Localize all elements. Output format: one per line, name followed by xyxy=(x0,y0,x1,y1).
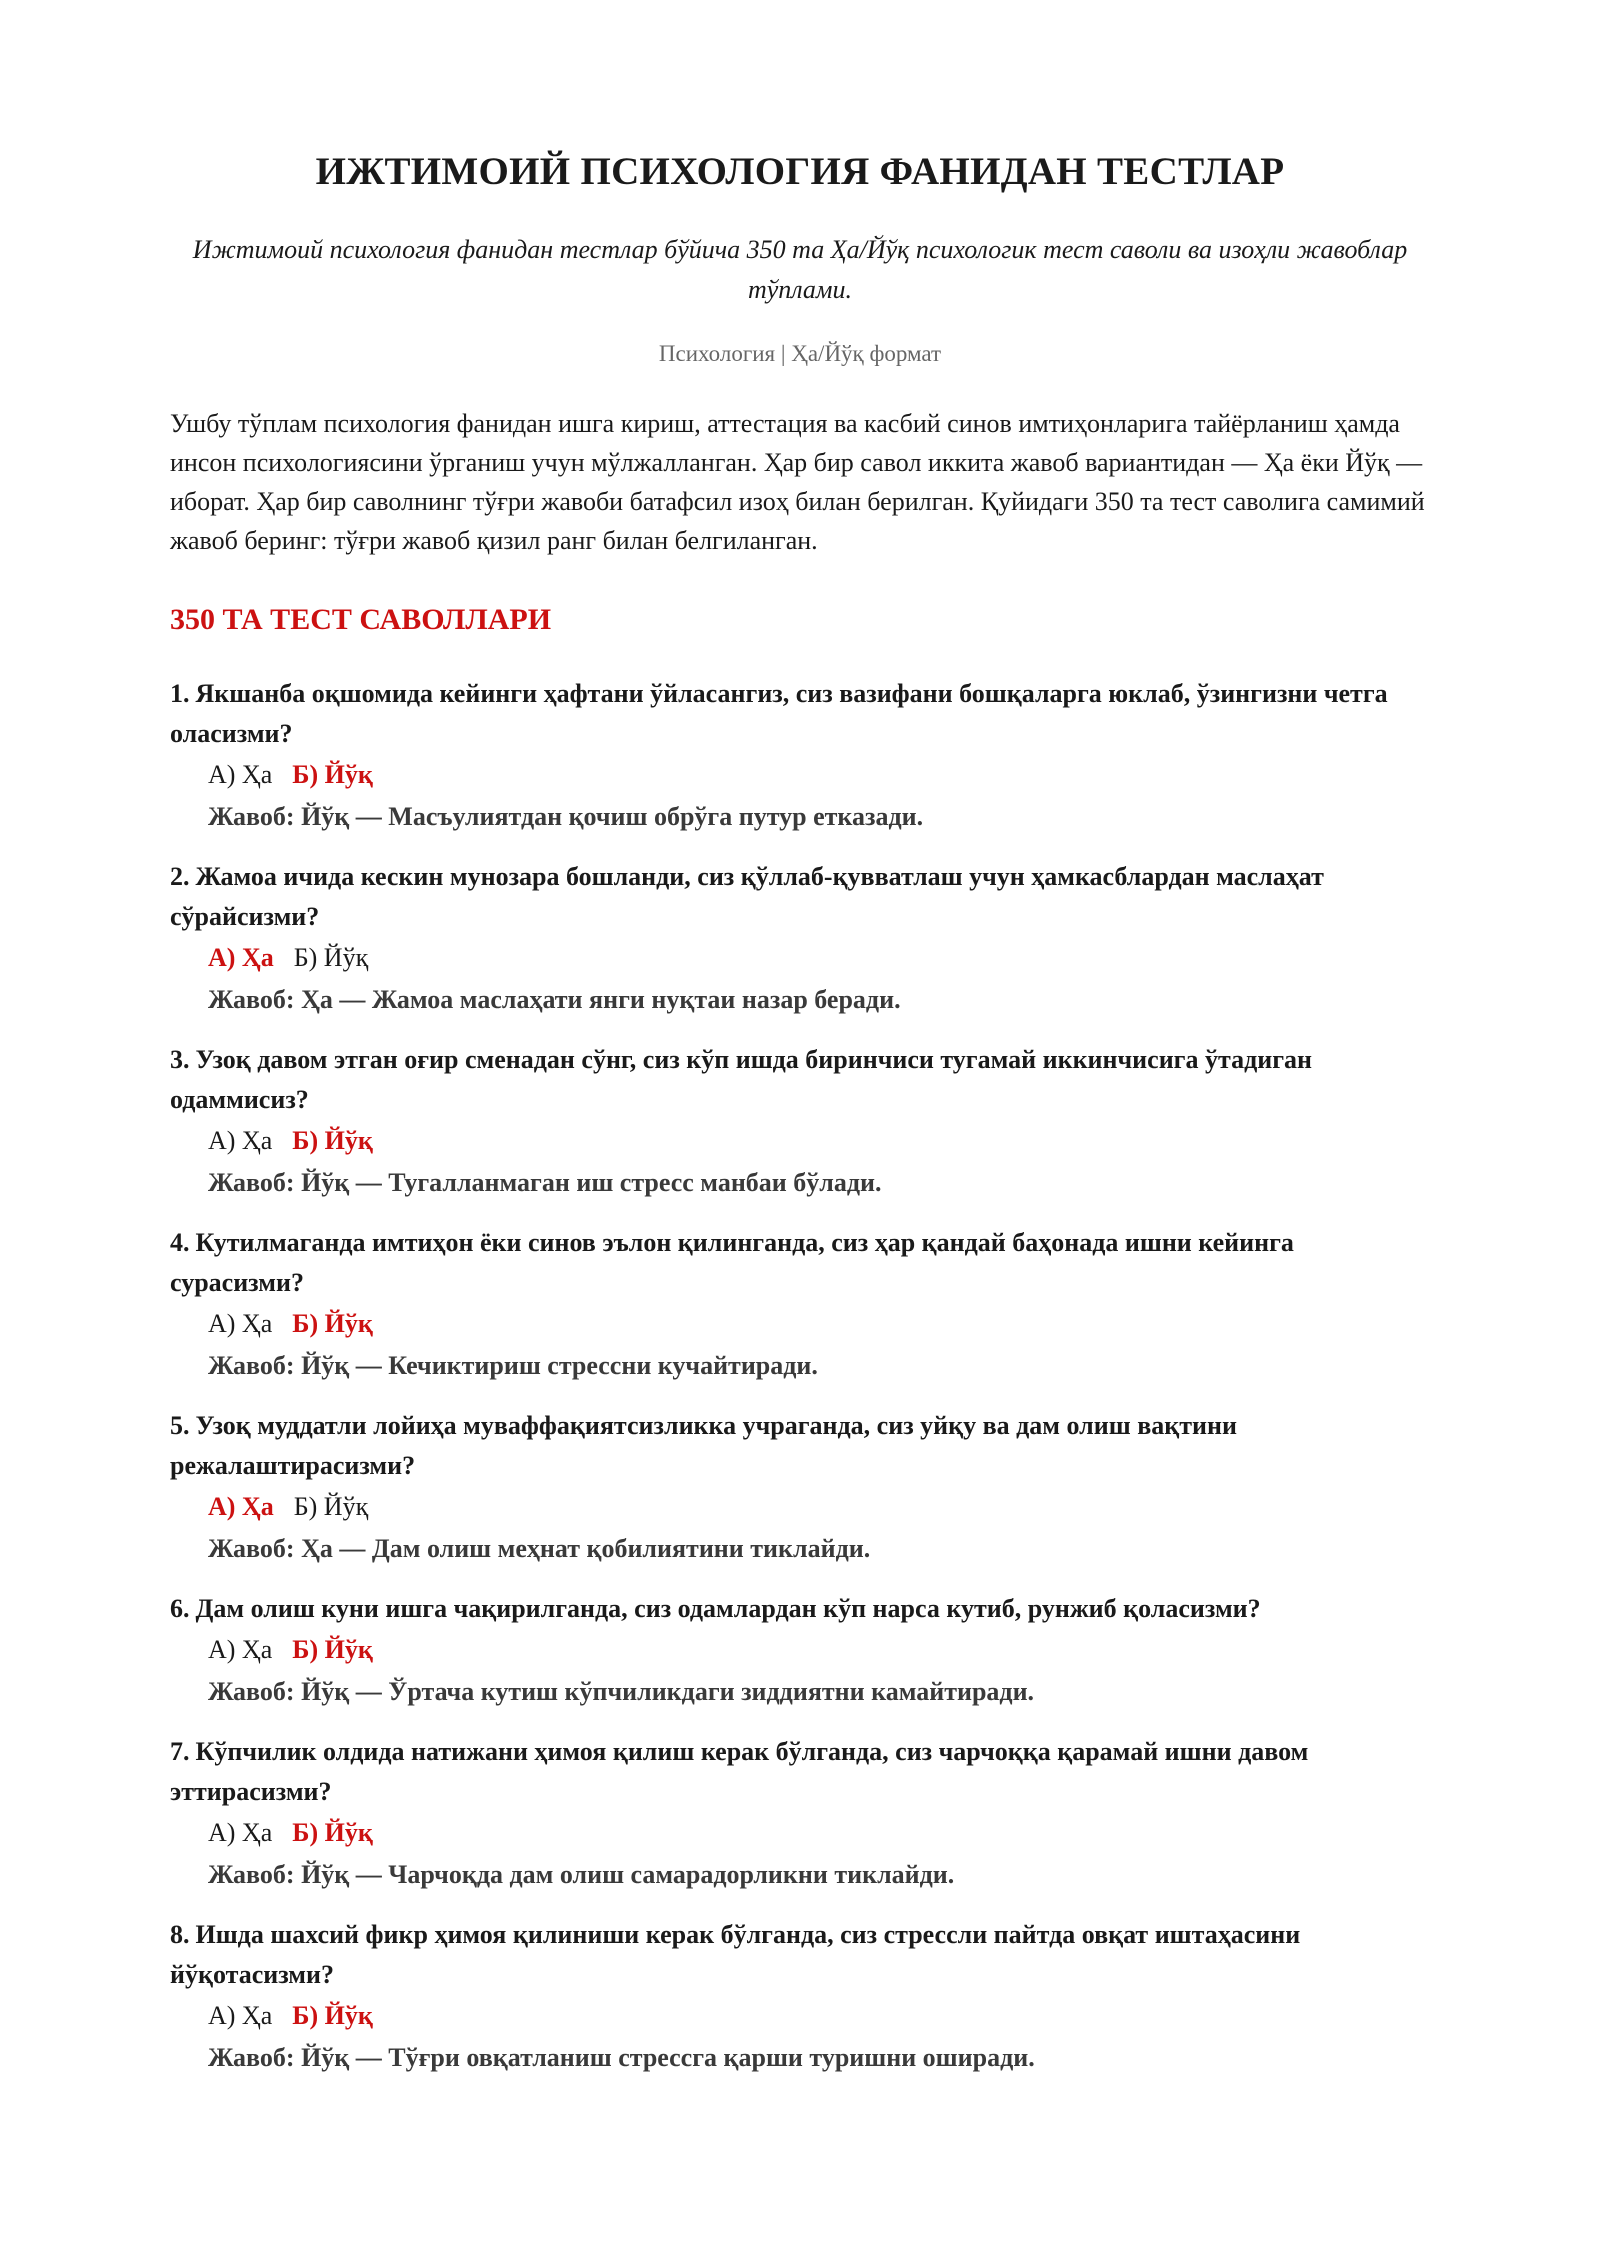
question-text xyxy=(170,1589,1430,1629)
question-options xyxy=(170,1120,1430,1162)
question-options xyxy=(170,1303,1430,1345)
question-options xyxy=(170,1995,1430,2037)
question-number: 3. xyxy=(170,1045,190,1074)
question-options xyxy=(170,937,1430,979)
option-a[interactable]: А) Ҳа xyxy=(208,943,274,972)
answer-explanation: Жавоб: Йўқ — Тўғри овқатланиш стрессга қарши туришни оширади. xyxy=(208,2043,1035,2072)
question-text xyxy=(170,1223,1430,1303)
question-item xyxy=(170,674,1430,838)
question-number: 6. xyxy=(170,1594,190,1623)
option-a[interactable]: А) Ҳа xyxy=(208,1635,273,1664)
answer-explanation: Жавоб: Йўқ — Масъулиятдан қочиш обрўга путур етказади. xyxy=(208,802,924,831)
question-options xyxy=(170,1486,1430,1528)
question-body: Дам олиш куни ишга чақирилганда, сиз одамлардан кўп нарса кутиб, рунжиб қоласизми? xyxy=(195,1594,1261,1623)
answer-explanation: Жавоб: Йўқ — Тугалланмаган иш стресс манбаи бўлади. xyxy=(208,1168,882,1197)
option-a[interactable]: А) Ҳа xyxy=(208,760,273,789)
question-number: 7. xyxy=(170,1737,190,1766)
question-number: 5. xyxy=(170,1411,190,1440)
question-item xyxy=(170,1406,1430,1570)
question-item xyxy=(170,1223,1430,1387)
question-body: Кўпчилик олдида натижани ҳимоя қилиш керак бўлганда, сиз чарчоққа қарамай ишни давом эттирасизми? xyxy=(170,1737,1309,1806)
option-b[interactable]: Б) Йўқ xyxy=(292,1126,373,1155)
question-text xyxy=(170,1040,1430,1120)
question-body: Кутилмаганда имтиҳон ёки синов эълон қилинганда, сиз ҳар қандай баҳонада ишни кейинга сурасизми? xyxy=(170,1228,1294,1297)
option-a[interactable]: А) Ҳа xyxy=(208,1126,273,1155)
answer-explanation: Жавоб: Ҳа — Дам олиш меҳнат қобилиятини тиклайди. xyxy=(208,1534,871,1563)
question-body: Узоқ муддатли лойиҳа муваффақиятсизликка учраганда, сиз уйқу ва дам олиш вақтини режалаштирасизми? xyxy=(170,1411,1237,1480)
question-item xyxy=(170,1589,1430,1713)
answer-explanation: Жавоб: Ҳа — Жамоа маслаҳати янги нуқтаи назар беради. xyxy=(208,985,901,1014)
document-meta: Психология | Ҳа/Йўқ формат xyxy=(658,341,942,366)
option-a[interactable]: А) Ҳа xyxy=(208,2001,273,2030)
question-options xyxy=(170,1812,1430,1854)
question-text xyxy=(170,1915,1430,1995)
question-list xyxy=(170,674,1430,2079)
answer-explanation: Жавоб: Йўқ — Кечиктириш стрессни кучайтиради. xyxy=(208,1351,818,1380)
intro-paragraph: Ушбу тўплам психология фанидан ишга кириш, аттестация ва касбий синов имтиҳонларига тайёрланиш ҳамда инсон психологиясини ўрганиш учун мўлжалланган. Ҳар бир савол иккита жавоб вариантидан — Ҳа ёки Йўқ — иборат. Ҳар бир саволнинг тўғри жавоби батафсил изоҳ билан берилган. Қуйидаги 350 та тест саволига самимий жавоб беринг: тўғри жавоб қизил ранг билан белгиланган. xyxy=(170,409,1425,555)
question-item xyxy=(170,1915,1430,2079)
answer-explanation: Жавоб: Йўқ — Ўртача кутиш кўпчиликдаги зиддиятни камайтиради. xyxy=(208,1677,1035,1706)
option-a[interactable]: А) Ҳа xyxy=(208,1309,273,1338)
answer-explanation: Жавоб: Йўқ — Чарчоқда дам олиш самарадорликни тиклайди. xyxy=(208,1860,955,1889)
question-text xyxy=(170,1732,1430,1812)
question-options xyxy=(170,1629,1430,1671)
option-b[interactable]: Б) Йўқ xyxy=(293,1492,369,1521)
question-item xyxy=(170,1732,1430,1896)
question-body: Ишда шахсий фикр ҳимоя қилиниши керак бўлганда, сиз стрессли пайтда овқат иштаҳасини йўқотасизми? xyxy=(170,1920,1301,1989)
question-text xyxy=(170,857,1430,937)
document-title: ИЖТИМОИЙ ПСИХОЛОГИЯ ФАНИДАН ТЕСТЛАР xyxy=(315,150,1285,193)
option-a[interactable]: А) Ҳа xyxy=(208,1818,273,1847)
option-b[interactable]: Б) Йўқ xyxy=(292,1818,373,1847)
question-number: 1. xyxy=(170,679,190,708)
question-text xyxy=(170,674,1430,754)
question-text xyxy=(170,1406,1430,1486)
question-options xyxy=(170,754,1430,796)
question-body: Якшанба оқшомида кейинги ҳафтани ўйласангиз, сиз вазифани бошқаларга юклаб, ўзингизни четга оласизми? xyxy=(170,679,1388,748)
option-b[interactable]: Б) Йўқ xyxy=(292,760,373,789)
question-item xyxy=(170,1040,1430,1204)
option-a[interactable]: А) Ҳа xyxy=(208,1492,274,1521)
question-item xyxy=(170,857,1430,1021)
section-heading: 350 ТА ТЕСТ САВОЛЛАРИ xyxy=(170,603,552,636)
option-b[interactable]: Б) Йўқ xyxy=(292,1635,373,1664)
question-number: 4. xyxy=(170,1228,190,1257)
option-b[interactable]: Б) Йўқ xyxy=(292,2001,373,2030)
document-subtitle: Ижтимоий психология фанидан тестлар бўйича 350 та Ҳа/Йўқ психологик тест саволи ва изоҳли жавоблар тўплами. xyxy=(192,235,1408,304)
question-body: Узоқ давом этган оғир сменадан сўнг, сиз кўп ишда биринчиси тугамай иккинчисига ўтадиган одаммисиз? xyxy=(170,1045,1313,1114)
question-body: Жамоа ичида кескин мунозара бошланди, сиз қўллаб-қувватлаш учун ҳамкасблардан маслаҳат сўрайсизми? xyxy=(170,862,1324,931)
question-number: 2. xyxy=(170,862,190,891)
option-b[interactable]: Б) Йўқ xyxy=(292,1309,373,1338)
option-b[interactable]: Б) Йўқ xyxy=(293,943,369,972)
question-number: 8. xyxy=(170,1920,190,1949)
